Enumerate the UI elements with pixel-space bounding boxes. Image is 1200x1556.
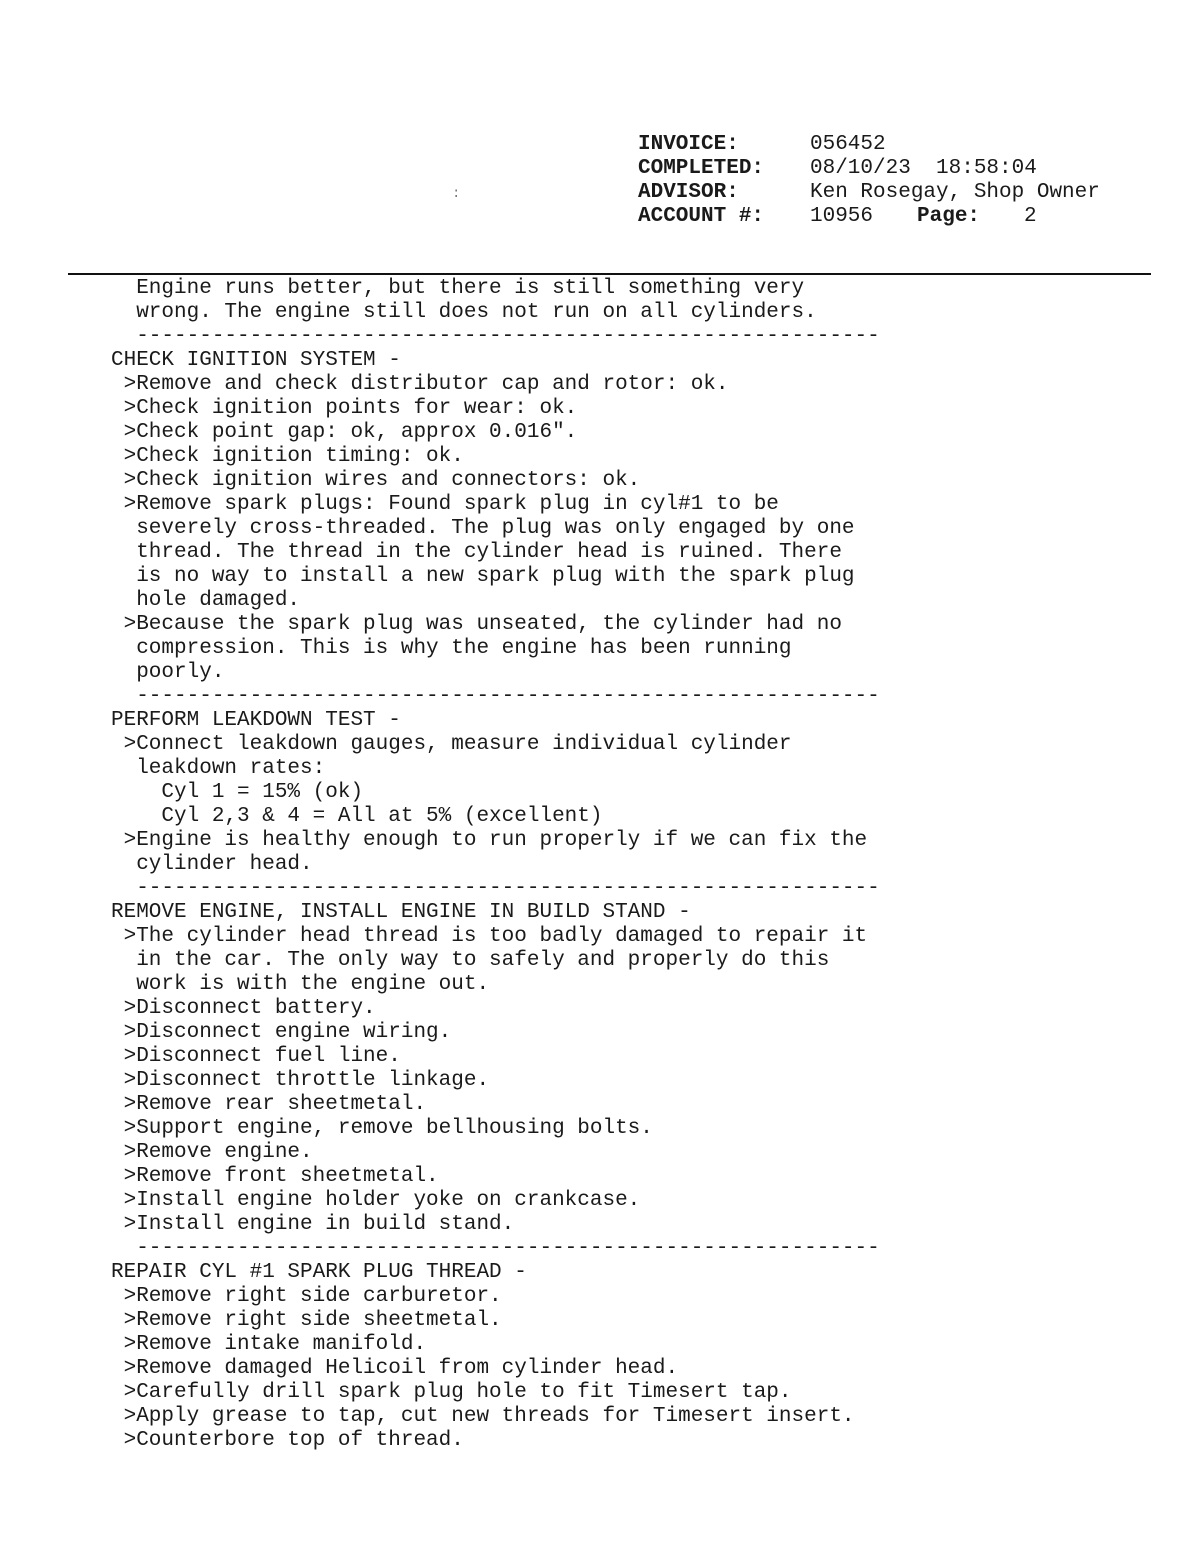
- text-line: >Remove front sheetmetal.: [111, 1165, 439, 1188]
- completed-value: 08/10/23 18:58:04: [810, 157, 1037, 180]
- text-line: >Disconnect fuel line.: [111, 1045, 401, 1068]
- work-description: [111, 277, 880, 1453]
- text-line: >Remove damaged Helicoil from cylinder head.: [111, 1357, 679, 1380]
- text-line: >Remove intake manifold.: [111, 1333, 427, 1356]
- text-line: >Disconnect engine wiring.: [111, 1021, 452, 1044]
- text-line: >Check point gap: ok, approx 0.016".: [111, 421, 578, 444]
- text-line: cylinder head.: [111, 853, 313, 876]
- completed-label: COMPLETED:: [638, 157, 765, 180]
- text-line: >Remove spark plugs: Found spark plug in cyl#1 to be: [111, 493, 779, 516]
- text-line: CHECK IGNITION SYSTEM -: [111, 349, 401, 372]
- scan-mark: :: [452, 186, 461, 202]
- text-line: >Support engine, remove bellhousing bolts.: [111, 1117, 653, 1140]
- text-line: thread. The thread in the cylinder head is ruined. There: [111, 541, 842, 564]
- completed-row: [638, 157, 1100, 181]
- text-line: REMOVE ENGINE, INSTALL ENGINE IN BUILD STAND -: [111, 901, 691, 924]
- text-line: -----------------------------------------------------------: [111, 1237, 880, 1260]
- text-line: poorly.: [111, 661, 225, 684]
- text-line: Cyl 1 = 15% (ok): [111, 781, 364, 804]
- text-line: PERFORM LEAKDOWN TEST -: [111, 709, 401, 732]
- text-line: Cyl 2,3 & 4 = All at 5% (excellent): [111, 805, 603, 828]
- text-line: >Disconnect battery.: [111, 997, 376, 1020]
- text-line: is no way to install a new spark plug with the spark plug: [111, 565, 855, 588]
- text-line: -----------------------------------------------------------: [111, 325, 880, 348]
- text-line: REPAIR CYL #1 SPARK PLUG THREAD -: [111, 1261, 527, 1284]
- text-line: Engine runs better, but there is still something very: [111, 277, 805, 300]
- text-line: >Check ignition wires and connectors: ok.: [111, 469, 641, 492]
- account-label: ACCOUNT #:: [638, 205, 765, 228]
- text-line: >The cylinder head thread is too badly damaged to repair it: [111, 925, 868, 948]
- text-line: -----------------------------------------------------------: [111, 685, 880, 708]
- text-line: in the car. The only way to safely and properly do this: [111, 949, 830, 972]
- text-line: >Apply grease to tap, cut new threads for Timesert insert.: [111, 1405, 855, 1428]
- text-line: -----------------------------------------------------------: [111, 877, 880, 900]
- text-line: wrong. The engine still does not run on all cylinders.: [111, 301, 817, 324]
- text-line: >Counterbore top of thread.: [111, 1429, 464, 1452]
- text-line: work is with the engine out.: [111, 973, 490, 996]
- text-line: >Check ignition timing: ok.: [111, 445, 464, 468]
- advisor-value: Ken Rosegay, Shop Owner: [810, 181, 1100, 204]
- invoice-header: [638, 133, 1100, 229]
- text-line: >Remove rear sheetmetal.: [111, 1093, 427, 1116]
- advisor-row: [638, 181, 1100, 205]
- text-line: >Connect leakdown gauges, measure individual cylinder: [111, 733, 792, 756]
- invoice-row: [638, 133, 1100, 157]
- invoice-label: INVOICE:: [638, 133, 739, 156]
- advisor-label: ADVISOR:: [638, 181, 739, 204]
- text-line: >Install engine in build stand.: [111, 1213, 515, 1236]
- invoice-value: 056452: [810, 133, 886, 156]
- text-line: >Carefully drill spark plug hole to fit Timesert tap.: [111, 1381, 792, 1404]
- text-line: >Engine is healthy enough to run properly if we can fix the: [111, 829, 868, 852]
- page-number: 2: [1024, 205, 1037, 228]
- text-line: >Remove and check distributor cap and rotor: ok.: [111, 373, 729, 396]
- text-line: >Check ignition points for wear: ok.: [111, 397, 578, 420]
- page-label: Page:: [917, 205, 981, 228]
- text-line: >Remove right side carburetor.: [111, 1285, 502, 1308]
- text-line: >Disconnect throttle linkage.: [111, 1069, 490, 1092]
- header-divider: [68, 273, 1151, 275]
- text-line: hole damaged.: [111, 589, 301, 612]
- text-line: compression. This is why the engine has been running: [111, 637, 792, 660]
- text-line: leakdown rates:: [111, 757, 326, 780]
- text-line: >Remove engine.: [111, 1141, 313, 1164]
- text-line: >Remove right side sheetmetal.: [111, 1309, 502, 1332]
- account-value: 10956: [810, 205, 874, 228]
- text-line: >Install engine holder yoke on crankcase.: [111, 1189, 641, 1212]
- text-line: severely cross-threaded. The plug was only engaged by one: [111, 517, 855, 540]
- account-row: [638, 205, 1100, 229]
- text-line: >Because the spark plug was unseated, the cylinder had no: [111, 613, 842, 636]
